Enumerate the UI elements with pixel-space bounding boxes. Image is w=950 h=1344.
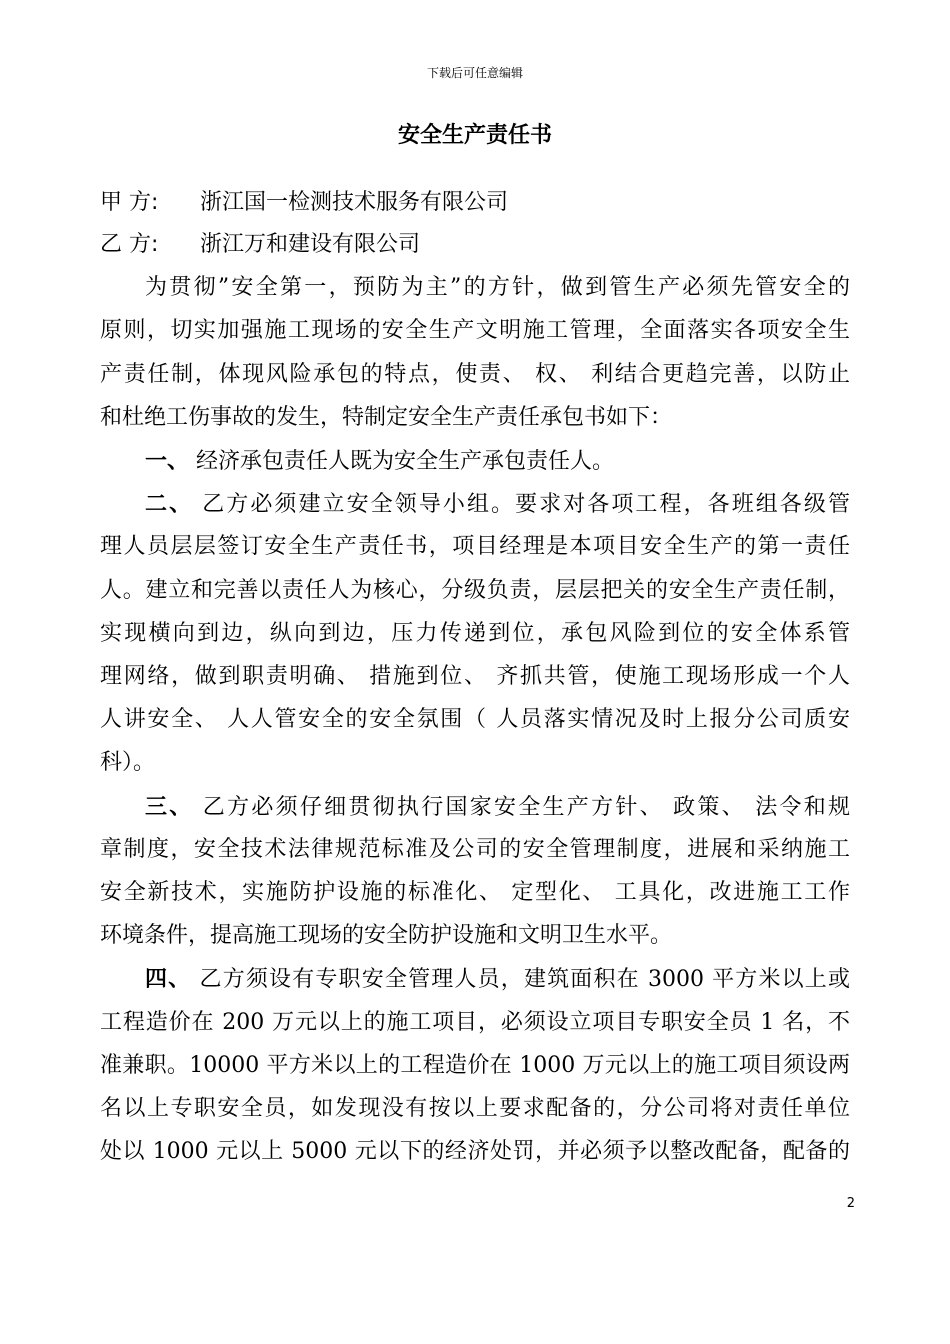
- clause-number: 三、: [145, 794, 194, 820]
- paragraph-line: 环境条件，提高施工现场的安全防护设施和文明卫生水平。: [100, 923, 673, 948]
- header-note: 下载后可任意编辑: [426, 66, 523, 80]
- paragraph-line: 准兼职。10000 平方米以上的工程造价在 1000 万元以上的施工项目须设两: [100, 1053, 850, 1078]
- clause-2-line: [145, 489, 850, 520]
- party-b-name: 浙江万和建设有限公司: [200, 232, 421, 257]
- clause-text: 乙方须设有专职安全管理人员，建筑面积在 3000 平方米以上或: [191, 967, 850, 992]
- clause-text: 经济承包责任人既为安全生产承包责任人。: [189, 449, 615, 474]
- paragraph-line: 人。建立和完善以责任人为核心，分级负责，层层把关的安全生产责任制，: [100, 578, 850, 603]
- paragraph-line: 名以上专职安全员，如发现没有按以上要求配备的，分公司将对责任单位: [100, 1096, 850, 1121]
- clause-1-line: [145, 446, 850, 477]
- document-title: 安全生产责任书: [397, 123, 552, 148]
- clause-text: 乙方必须仔细贯彻执行国家安全生产方针、 政策、 法令和规: [193, 795, 850, 820]
- clause-number: 四、: [145, 966, 192, 992]
- party-a: [100, 188, 508, 218]
- paragraph-line: 和杜绝工伤事故的发生，特制定安全生产责任承包书如下：: [100, 405, 673, 430]
- paragraph-line: 产责任制，体现风险承包的特点，使责、 权、 利结合更趋完善，以防止: [100, 362, 850, 387]
- clause-number: 一、: [145, 448, 190, 474]
- paragraph-line: 科）。: [100, 750, 156, 775]
- paragraph-line: 人讲安全、 人人管安全的安全氛围（ 人员落实情况及时上报分公司质安: [100, 707, 850, 732]
- paragraph-line: 安全新技术，实施防护设施的标准化、 定型化、 工具化，改进施工工作: [100, 880, 850, 905]
- paragraph-line: 处以 1000 元以上 5000 元以下的经济处罚，并必须予以整改配备，配备的: [100, 1139, 850, 1164]
- clause-4-line: [145, 964, 850, 995]
- paragraph-line: 理人员层层签订安全生产责任书，项目经理是本项目安全生产的第一责任: [100, 534, 850, 559]
- paragraph-line: 章制度，安全技术法律规范标准及公司的安全管理制度，进展和采纳施工: [100, 837, 850, 862]
- party-a-label: 甲 方:: [100, 190, 159, 215]
- paragraph-line: 工程造价在 200 万元以上的施工项目，必须设立项目专职安全员 1 名，不: [100, 1010, 850, 1035]
- paragraph-line: 理网络，做到职责明确、 措施到位、 齐抓共管，使施工现场形成一个人: [100, 664, 850, 689]
- clause-3-line: [145, 792, 850, 823]
- paragraph-line: 实现横向到边，纵向到边，压力传递到位，承包风险到位的安全体系管: [100, 621, 850, 646]
- paragraph-line: 原则，切实加强施工现场的安全生产文明施工管理，全面落实各项安全生: [100, 318, 850, 343]
- party-a-name: 浙江国一检测技术服务有限公司: [200, 190, 509, 215]
- paragraph-line: 为贯彻”安全第一，预防为主”的方针，做到管生产必须先管安全的: [145, 275, 850, 300]
- party-b-label: 乙 方:: [100, 232, 159, 257]
- clause-text: 乙方必须建立安全领导小组。要求对各项工程，各班组各级管: [193, 492, 850, 517]
- party-b: [100, 230, 420, 260]
- page-number: 2: [846, 1196, 855, 1211]
- clause-number: 二、: [145, 491, 194, 517]
